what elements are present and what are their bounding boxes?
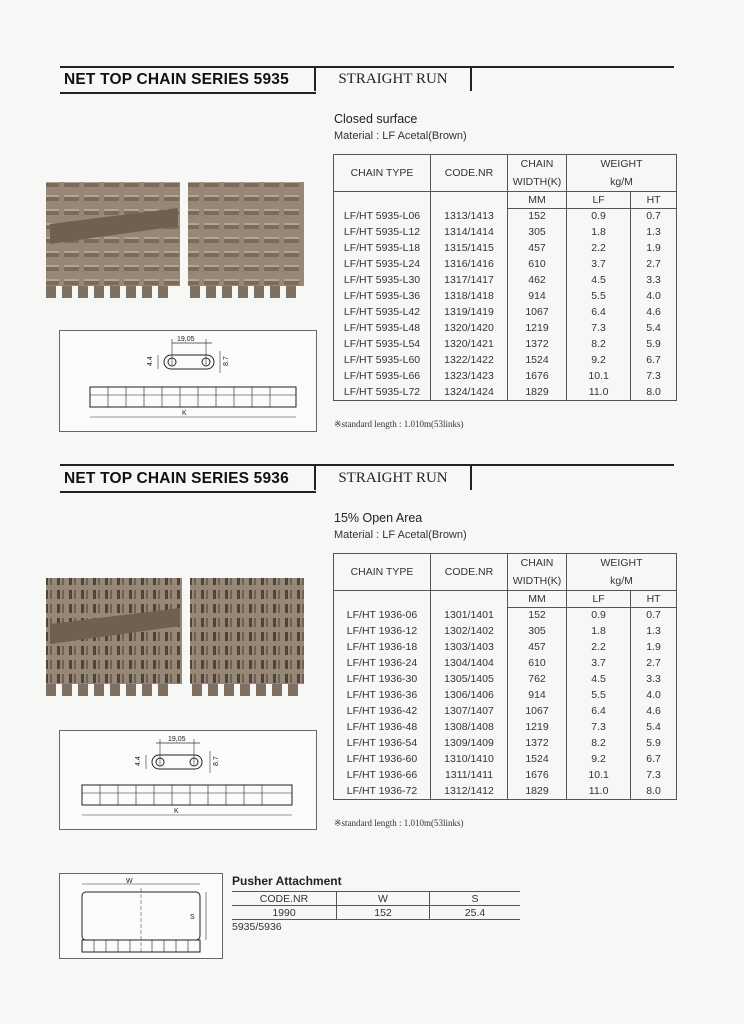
lf-cell: 8.2 xyxy=(567,735,631,751)
w-label: W xyxy=(126,878,133,885)
mm-cell: 462 xyxy=(508,272,567,288)
pusher-code: 1990 xyxy=(232,906,337,920)
mm-cell: 1372 xyxy=(508,735,567,751)
table-row xyxy=(334,639,676,655)
pusher-series-note: 5935/5936 xyxy=(232,921,282,933)
code-cell: 1306/1406 xyxy=(431,687,508,703)
lf-cell: 5.5 xyxy=(567,687,631,703)
ht-cell: 6.7 xyxy=(631,751,676,767)
standard-length-note: ※standard length : 1.010m(53links) xyxy=(334,818,464,828)
code-cell: 1308/1408 xyxy=(431,719,508,735)
code-cell: 1302/1402 xyxy=(431,623,508,639)
mm-cell: 1676 xyxy=(508,767,567,783)
lf-cell: 3.7 xyxy=(567,256,631,272)
ht-cell: 4.6 xyxy=(631,304,676,320)
ht-cell: 7.3 xyxy=(631,767,676,783)
chain-drawing-5935 xyxy=(59,330,317,432)
code-cell: 1324/1424 xyxy=(431,384,508,400)
chain-type-cell: LF/HT 1936-42 xyxy=(346,705,418,717)
chain-photo-5935 xyxy=(42,178,304,302)
height-label-1: 4.4 xyxy=(135,756,142,766)
chain-type-cell: LF/HT 1936-72 xyxy=(346,785,418,797)
lf-cell: 9.2 xyxy=(567,352,631,368)
mm-cell: 1067 xyxy=(508,703,567,719)
code-cell: 1318/1418 xyxy=(431,288,508,304)
chain-type-cell: LF/HT 1936-18 xyxy=(346,641,418,653)
chain-type-cell: LF/HT 1936-66 xyxy=(346,769,418,781)
mm-cell: 1219 xyxy=(508,719,567,735)
table-row xyxy=(334,623,676,639)
spec-table-5936 xyxy=(333,553,677,800)
height-label-1: 4.4 xyxy=(147,356,154,366)
pusher-w: 152 xyxy=(337,906,430,920)
lf-cell: 0.9 xyxy=(567,607,631,623)
pitch-label: 19,05 xyxy=(177,336,195,343)
ht-cell: 4.0 xyxy=(631,687,676,703)
col-weight: WEIGHT xyxy=(567,155,677,173)
title-underline xyxy=(60,92,316,94)
lf-cell: 10.1 xyxy=(567,368,631,384)
lf-cell: 0.9 xyxy=(567,208,631,224)
chain-type-cell: LF/HT 1936-30 xyxy=(346,673,418,685)
lf-cell: 11.0 xyxy=(567,783,631,799)
code-cell: 1319/1419 xyxy=(431,304,508,320)
code-cell: 1303/1403 xyxy=(431,639,508,655)
chain-belt-image xyxy=(42,574,304,700)
table-row xyxy=(334,320,676,336)
col-code: CODE.NR xyxy=(431,155,508,191)
table-row xyxy=(334,687,676,703)
table-row xyxy=(334,256,676,272)
chain-type-cell: LF/HT 1936-06 xyxy=(346,609,418,621)
chain-type-cell: LF/HT 5935-L24 xyxy=(343,258,421,270)
col-mm: MM xyxy=(508,590,567,607)
ht-cell: 8.0 xyxy=(631,384,676,400)
chain-type-cell: LF/HT 1936-54 xyxy=(346,737,418,749)
chain-type-cell: LF/HT 1936-12 xyxy=(346,625,418,637)
ht-cell: 2.7 xyxy=(631,655,676,671)
table-row xyxy=(334,655,676,671)
pusher-col-s: S xyxy=(430,892,521,906)
surface-subtitle: 15% Open Area xyxy=(334,511,423,525)
code-cell: 1301/1401 xyxy=(431,607,508,623)
pusher-col-w: W xyxy=(337,892,430,906)
mm-cell: 1067 xyxy=(508,304,567,320)
code-cell: 1313/1413 xyxy=(431,208,508,224)
chain-type-cell: LF/HT 5935-L66 xyxy=(343,370,421,382)
mm-cell: 457 xyxy=(508,240,567,256)
run-label: STRAIGHT RUN xyxy=(314,67,472,91)
lf-cell: 2.2 xyxy=(567,639,631,655)
chain-type-cell: LF/HT 1936-24 xyxy=(346,657,418,669)
lf-cell: 7.3 xyxy=(567,320,631,336)
table-row xyxy=(334,272,676,288)
chain-type-cell: LF/HT 1936-60 xyxy=(346,753,418,765)
pusher-col-code: CODE.NR xyxy=(232,892,337,906)
mm-cell: 1829 xyxy=(508,783,567,799)
ht-cell: 1.9 xyxy=(631,639,676,655)
material-label: Material : LF Acetal(Brown) xyxy=(334,130,467,142)
mm-cell: 305 xyxy=(508,623,567,639)
code-cell: 1311/1411 xyxy=(431,767,508,783)
col-unit: kg/M xyxy=(567,173,677,191)
pusher-s: 25.4 xyxy=(430,906,521,920)
mm-cell: 1524 xyxy=(508,751,567,767)
table-row xyxy=(334,671,676,687)
lf-cell: 7.3 xyxy=(567,719,631,735)
col-width: WIDTH(K) xyxy=(508,572,567,590)
ht-cell: 7.3 xyxy=(631,368,676,384)
lf-cell: 1.8 xyxy=(567,224,631,240)
col-code: CODE.NR xyxy=(431,554,508,590)
table-row xyxy=(334,304,676,320)
mm-cell: 762 xyxy=(508,671,567,687)
code-cell: 1315/1415 xyxy=(431,240,508,256)
mm-cell: 914 xyxy=(508,687,567,703)
ht-cell: 0.7 xyxy=(631,607,676,623)
col-width: WIDTH(K) xyxy=(508,173,567,191)
chain-drawing-5936 xyxy=(59,730,317,830)
mm-cell: 152 xyxy=(508,208,567,224)
col-lf: LF xyxy=(567,590,631,607)
code-cell: 1320/1421 xyxy=(431,336,508,352)
mm-cell: 914 xyxy=(508,288,567,304)
table-row xyxy=(334,607,676,623)
mm-cell: 1524 xyxy=(508,352,567,368)
k-label: K xyxy=(174,808,179,815)
table-row xyxy=(334,703,676,719)
k-label: K xyxy=(182,410,187,417)
mm-cell: 1676 xyxy=(508,368,567,384)
code-cell: 1320/1420 xyxy=(431,320,508,336)
lf-cell: 6.4 xyxy=(567,703,631,719)
pitch-label: 19,05 xyxy=(168,736,186,743)
table-row xyxy=(334,719,676,735)
chain-type-cell: LF/HT 1936-48 xyxy=(346,721,418,733)
table-row xyxy=(334,735,676,751)
col-unit: kg/M xyxy=(567,572,677,590)
ht-cell: 4.6 xyxy=(631,703,676,719)
code-cell: 1305/1405 xyxy=(431,671,508,687)
lf-cell: 4.5 xyxy=(567,272,631,288)
section-title-5936: NET TOP CHAIN SERIES 5936 xyxy=(64,470,289,487)
code-cell: 1309/1409 xyxy=(431,735,508,751)
table-row xyxy=(334,336,676,352)
code-cell: 1317/1417 xyxy=(431,272,508,288)
col-chain: CHAIN xyxy=(508,155,567,173)
section-title-5935: NET TOP CHAIN SERIES 5935 xyxy=(64,71,289,88)
col-weight: WEIGHT xyxy=(567,554,677,572)
lf-cell: 4.5 xyxy=(567,671,631,687)
run-label: STRAIGHT RUN xyxy=(314,466,472,490)
chain-type-cell: LF/HT 5935-L42 xyxy=(343,306,421,318)
ht-cell: 0.7 xyxy=(631,208,676,224)
chain-type-cell: LF/HT 5935-L54 xyxy=(343,338,421,350)
col-mm: MM xyxy=(508,191,567,208)
table-row xyxy=(334,208,676,224)
lf-cell: 11.0 xyxy=(567,384,631,400)
code-cell: 1304/1404 xyxy=(431,655,508,671)
ht-cell: 1.9 xyxy=(631,240,676,256)
material-label: Material : LF Acetal(Brown) xyxy=(334,529,467,541)
table-row xyxy=(334,384,676,400)
col-chain-type: CHAIN TYPE xyxy=(334,554,431,590)
surface-subtitle: Closed surface xyxy=(334,112,418,126)
title-underline xyxy=(60,491,316,493)
mm-cell: 457 xyxy=(508,639,567,655)
lf-cell: 1.8 xyxy=(567,623,631,639)
spec-table-5935 xyxy=(333,154,677,401)
ht-cell: 1.3 xyxy=(631,224,676,240)
ht-cell: 5.9 xyxy=(631,336,676,352)
table-row xyxy=(334,352,676,368)
mm-cell: 152 xyxy=(508,607,567,623)
mm-cell: 1219 xyxy=(508,320,567,336)
table-row xyxy=(334,783,676,799)
chain-type-cell: LF/HT 5935-L18 xyxy=(343,242,421,254)
col-lf: LF xyxy=(567,191,631,208)
code-cell: 1316/1416 xyxy=(431,256,508,272)
lf-cell: 2.2 xyxy=(567,240,631,256)
ht-cell: 5.4 xyxy=(631,320,676,336)
ht-cell: 3.3 xyxy=(631,671,676,687)
ht-cell: 3.3 xyxy=(631,272,676,288)
ht-cell: 4.0 xyxy=(631,288,676,304)
chain-type-cell: LF/HT 1936-36 xyxy=(346,689,418,701)
chain-type-cell: LF/HT 5935-L72 xyxy=(343,386,421,398)
chain-type-cell: LF/HT 5935-L60 xyxy=(343,354,421,366)
lf-cell: 3.7 xyxy=(567,655,631,671)
ht-cell: 5.9 xyxy=(631,735,676,751)
code-cell: 1314/1414 xyxy=(431,224,508,240)
mm-cell: 1829 xyxy=(508,384,567,400)
table-row xyxy=(334,767,676,783)
ht-cell: 8.0 xyxy=(631,783,676,799)
code-cell: 1310/1410 xyxy=(431,751,508,767)
chain-type-cell: LF/HT 5935-L30 xyxy=(343,274,421,286)
code-cell: 1322/1422 xyxy=(431,352,508,368)
ht-cell: 1.3 xyxy=(631,623,676,639)
pusher-title: Pusher Attachment xyxy=(232,874,342,888)
s-label: S xyxy=(190,914,195,921)
col-chain: CHAIN xyxy=(508,554,567,572)
code-cell: 1323/1423 xyxy=(431,368,508,384)
chain-type-cell: LF/HT 5935-L06 xyxy=(343,210,421,222)
ht-cell: 6.7 xyxy=(631,352,676,368)
lf-cell: 5.5 xyxy=(567,288,631,304)
dimension-drawing xyxy=(60,331,316,431)
pusher-table xyxy=(232,891,520,920)
mm-cell: 305 xyxy=(508,224,567,240)
chain-type-cell: LF/HT 5935-L12 xyxy=(343,226,421,238)
lf-cell: 6.4 xyxy=(567,304,631,320)
mm-cell: 610 xyxy=(508,655,567,671)
col-chain-type: CHAIN TYPE xyxy=(334,155,431,191)
height-label-2: 8.7 xyxy=(223,356,230,366)
chain-belt-image xyxy=(42,178,304,302)
lf-cell: 9.2 xyxy=(567,751,631,767)
lf-cell: 8.2 xyxy=(567,336,631,352)
table-row xyxy=(334,224,676,240)
code-cell: 1307/1407 xyxy=(431,703,508,719)
code-cell: 1312/1412 xyxy=(431,783,508,799)
standard-length-note: ※standard length : 1.010m(53links) xyxy=(334,419,464,429)
ht-cell: 5.4 xyxy=(631,719,676,735)
chain-photo-5936 xyxy=(42,574,304,700)
pusher-drawing xyxy=(59,873,223,959)
table-row xyxy=(334,240,676,256)
dimension-drawing xyxy=(60,731,316,829)
mm-cell: 610 xyxy=(508,256,567,272)
col-ht: HT xyxy=(631,191,676,208)
pusher-attachment-drawing xyxy=(60,874,222,958)
lf-cell: 10.1 xyxy=(567,767,631,783)
ht-cell: 2.7 xyxy=(631,256,676,272)
col-ht: HT xyxy=(631,590,676,607)
chain-type-cell: LF/HT 5935-L48 xyxy=(343,322,421,334)
mm-cell: 1372 xyxy=(508,336,567,352)
table-row xyxy=(334,368,676,384)
chain-type-cell: LF/HT 5935-L36 xyxy=(343,290,421,302)
height-label-2: 8.7 xyxy=(213,756,220,766)
table-row xyxy=(334,751,676,767)
table-row xyxy=(334,288,676,304)
